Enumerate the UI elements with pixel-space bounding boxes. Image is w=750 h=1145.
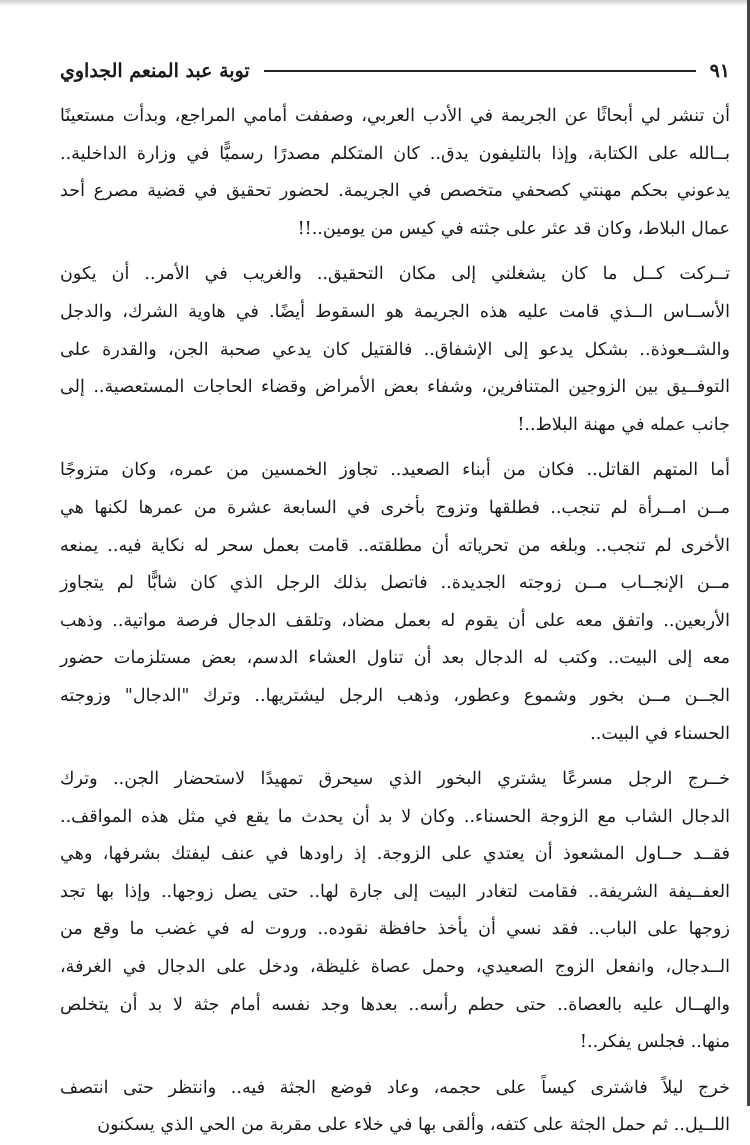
text-line: أن تنشر لي أبحاثًا عن الجريمة في الأدب العربي، وصففت أمامي المراجع، وبدأت مستعينًا (60, 106, 730, 126)
text-line: عمال البلاط، وكان قد عثر على جثته في كيس من يومين..!! (297, 218, 730, 239)
text-line: جانب عمله في مهنة البلاط..! (517, 414, 730, 435)
text-line: التوفــيق بين الزوجين المتنافرين، وشفاء بعض الأمراض وقضاء الحاجات المستعصية.. إلى (60, 377, 730, 398)
page-number: ٩١ (709, 60, 730, 82)
text-line: العفــيفة الشريفة.. فقامت لتغادر البيت إلى جارة لها.. حتى يصل زوجها.. وإذا بها تجد (60, 881, 730, 902)
text-line: مــن الإنجــاب مــن زوجته الجديدة.. فاتصل بذلك الرجل الذي كان شابًّا لم يتجاوز (60, 573, 730, 594)
text-line: الحسناء في البيت.. (590, 723, 730, 744)
text-line: أما المتهم القاتل.. فكان من أبناء الصعيد.. تجاوز الخمسين من عمره، وكان متزوجًا (60, 460, 730, 481)
text-line: والهــال عليه بالعصاة.. حتى حطم رأسه.. بعدها وجد نفسه أمام جثة لا بد أن يتخلص (60, 994, 730, 1015)
text-line: معه إلى البيت.. وكتب له الدجال بعد أن تناول العشاء الدسم، بعض مستلزمات حضور (60, 648, 730, 669)
book-page (60, 54, 730, 1136)
paragraph (60, 452, 730, 753)
text-line: الــدجال، وانفعل الزوج الصعيدي، وحمل عصاة غليظة، ودخل على الدجال في الغرفة، (60, 957, 730, 978)
page-top-edge (0, 0, 750, 6)
text-line: فقــد حــاول المشعوذ أن يعتدي على الزوجة. إذ راودها في عنف ليفتك بشرفها، وهي (60, 844, 730, 865)
text-line: الدجال الشاب مع الزوجة الحسناء.. وكان لا بد أن يحدث ما يقع في مثل هذه المواقف.. (60, 806, 730, 827)
paragraph (60, 256, 730, 444)
text-line: خرج ليلاً فاشترى كيساً على حجمه، وعاد فوضع الجثة فيه.. وانتظر حتى انتصف (60, 1077, 730, 1098)
text-line: خــرج الرجل مسرعًا يشتري البخور الذي سيحرق تمهيدًا لاستحضار الجن.. وترك (60, 769, 730, 790)
text-line: الأربعين.. واتفق معه على أن يقوم له بعمل مضاد، وتلقف الدجال فرصة مواتية.. وذهب (60, 610, 730, 631)
text-line: اللــيل.. ثم حمل الجثة على كتفه، وألقى بها في خلاء على مقربة من الحي الذي يسكنون (97, 1115, 730, 1136)
text-line: منها.. فجلس يفكر..! (579, 1032, 730, 1053)
text-line: يدعوني بحكم مهنتي كصحفي متخصص في الجريمة. لحضور تحقيق في قضية مصرع أحد (60, 181, 730, 202)
page-header (60, 54, 730, 88)
running-title: توبة عبد المنعم الجداوي (60, 60, 250, 82)
paragraph (60, 1070, 730, 1145)
text-line: الجــن مــن بخور وشموع وعطور، وذهب الرجل ليشتريها.. وترك "الدجال" وزوجته (60, 685, 730, 706)
text-line: الأخرى لم تنجب.. وبلغه من تحرياته أن مطلقته.. قامت بعمل سحر له نكاية فيه.. يمنعه (60, 535, 730, 556)
text-line: الأســاس الــذي قامت عليه هذه الجريمة هو السقوط أيضًا. في هاوية الشرك، والدجل (60, 301, 730, 322)
text-line: والشــعوذة.. بشكل يدعو إلى الإشفاق.. فالقتيل كان يدعي صحبة الجن، والقدرة على (60, 339, 730, 360)
text-line: بــالله على الكتابة، وإذا بالتليفون يدق.. كان المتكلم مصدرًا رسميًّا في وزارة الداخلية.. (60, 143, 730, 164)
text-line: مــن امــرأة لم تنجب.. فطلقها وتزوج بأخرى في السابعة عشرة من عمرها لكنها هي (60, 497, 730, 518)
paragraph (60, 761, 730, 1062)
header-rule (264, 70, 696, 72)
text-line: زوجها على الباب.. فقد نسي أن يأخذ حافظة نقوده.. وروت له في غضب ما وقع من (60, 919, 730, 940)
body-text (60, 98, 730, 1145)
text-line: تــركت كــل ما كان يشغلني إلى مكان التحقيق.. والغريب في الأمر.. أن يكون (60, 264, 730, 285)
paragraph (60, 98, 730, 248)
